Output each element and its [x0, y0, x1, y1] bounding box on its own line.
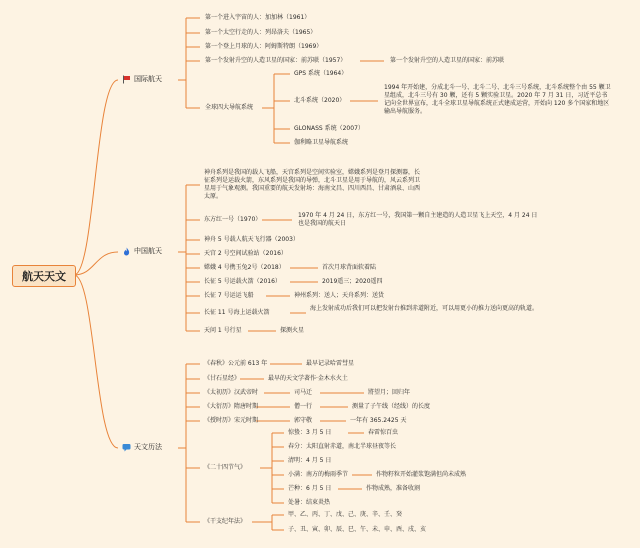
branch-china[interactable]: [122, 247, 162, 256]
china-intro: 神舟系列是我国的载人飞船，天宫系列是空间实验室，嫦娥系列是登月探测器，长征系列是运载火箭，东风系列是我国的导弹，北斗卫星是用于导航的，风云系列卫星用于气象观测。我国重要的航天发射场：海南文昌、四川西昌、甘肃酒泉、山西太原。: [204, 169, 421, 200]
calendar-item-person: 司马迁: [294, 389, 313, 396]
solar-term-detail: 作物成熟，准备收割: [366, 485, 421, 492]
china-item: 嫦娥 4 号携玉兔2号（2018）: [204, 264, 285, 271]
calendar-item: 《春秋》公元前 613 年: [204, 360, 268, 367]
calendar-item-detail: 测量了子午线（经线）的长度: [352, 403, 431, 410]
nav-systems-node: 全球四大导航系统: [205, 104, 254, 111]
solar-term: 清明：4 月 5 日: [288, 457, 332, 464]
nav-system: GLONASS 系统（2007）: [294, 125, 364, 132]
calendar-item-detail: 一年有 365.2425 天: [350, 417, 407, 424]
solar-term: 芒种：6 月 5 日: [288, 485, 332, 492]
china-item: 天宫 2 号空间试验站（2016）: [204, 250, 287, 257]
intl-item: 第一个太空行走的人：列昂洛夫（1965）: [205, 29, 317, 36]
calendar-item: 《甘石星经》: [204, 375, 241, 382]
solar-terms-node: 《二十四节气》: [204, 464, 247, 471]
calendar-item-detail: 將望月；回归年: [368, 389, 411, 396]
flame-icon: [122, 247, 131, 256]
nav-system: 伽利略卫星导航系统: [294, 139, 349, 146]
calendar-item: 《授时历》宋元时期: [204, 417, 259, 424]
china-item: 长征 5 号运载火箭（2016）: [204, 278, 281, 285]
nav-system: GPS 系统（1964）: [294, 70, 348, 77]
intl-item: 第一个发射升空的人造卫星的国家：前苏联（1957）: [205, 57, 347, 64]
china-item-detail: 首次月球背面软着陆: [322, 264, 377, 271]
china-item-detail: 神州系列：送人；天舟系列：送货: [294, 292, 385, 299]
ganzhi-row: 子、丑、寅、卯、辰、巳、午、未、申、酉、戌、亥: [288, 526, 427, 533]
nav-system: 北斗系统（2020）: [294, 97, 346, 104]
china-item-detail: 1970 年 4 月 24 日，东方红一号，我国第一颗自主建造的人造卫星飞上天空，4 月 24 日也是我国的航天日: [298, 212, 538, 227]
solar-term-detail: 作物籽粒开始灌浆饱满但尚未成熟: [376, 471, 467, 478]
solar-term: 小满：南方的梅雨季节: [288, 471, 349, 478]
china-item: 东方红一号（1970）: [204, 216, 262, 223]
calendar-item-detail: 最早的天文学著作·金木水火土: [268, 375, 348, 382]
root-label: 航天天文: [22, 270, 66, 283]
calendar-item-person: 郭守敬: [294, 417, 313, 424]
intl-item: 第一个登上月球的人：阿姆斯特朗（1969）: [205, 43, 323, 50]
branch-calendar-label: 天文历法: [134, 443, 162, 451]
solar-term: 处暑：结束炎热: [288, 499, 331, 506]
branch-china-label: 中国航天: [134, 247, 162, 255]
calendar-item: 《太初历》汉武帝时: [204, 389, 259, 396]
calendar-item-detail: 最早记录哈雷彗星: [306, 360, 355, 367]
intl-item: 第一个进入宇宙的人：加加林（1961）: [205, 14, 311, 21]
intl-item-detail: 第一个发射升空的人造卫星的国家：前苏联: [390, 57, 505, 64]
beidou-detail: 1994 年开始建，分成北斗一号、北斗二号、北斗三号系统，北斗系统整个由 55 颗卫星组成，北斗三号有 30 颗，还有 5 颗实验卫星。2020 年 7 月 31 日，习近平总书记向全世界宣布，北斗全球卫星导航系统正式建成运营，开始向 120 多个国家和地区输出导航服务。: [384, 84, 611, 115]
china-item: 神舟 5 号载人航天飞行器（2003）: [204, 236, 299, 243]
china-item: 长征 7 号运运飞船: [204, 292, 254, 299]
ganzhi-node: 《干支纪年法》: [204, 518, 247, 525]
speech-bubble-icon: [122, 443, 131, 452]
china-item-detail: 探测火星: [280, 327, 305, 334]
branch-intl[interactable]: [122, 75, 162, 84]
branch-calendar[interactable]: [122, 443, 162, 452]
flag-icon: [122, 75, 131, 84]
solar-term: 惊蛰：3 月 5 日: [288, 429, 332, 436]
solar-term: 春分：太阳直射赤道，南北半球昼夜等长: [288, 443, 397, 450]
china-item-detail: 海上发射成功后我们可以把发射台推到赤道附近，可以用更小的推力送向更高的轨道。: [310, 305, 539, 312]
china-item: 长征 11 号海上运载火箭: [204, 309, 270, 316]
china-item: 天问 1 号行星: [204, 327, 242, 334]
branch-intl-label: 国际航天: [134, 75, 162, 83]
root-node[interactable]: [12, 265, 76, 287]
calendar-item: 《大衍历》隋唐时期: [204, 403, 259, 410]
ganzhi-row: 甲、乙、丙、丁、戊、己、庚、辛、壬、癸: [288, 511, 403, 518]
china-item-detail: 2019遥三；2020遥四: [322, 278, 383, 285]
calendar-item-person: 僧一行: [294, 403, 313, 410]
solar-term-detail: 春雷惊百虫: [368, 429, 399, 436]
